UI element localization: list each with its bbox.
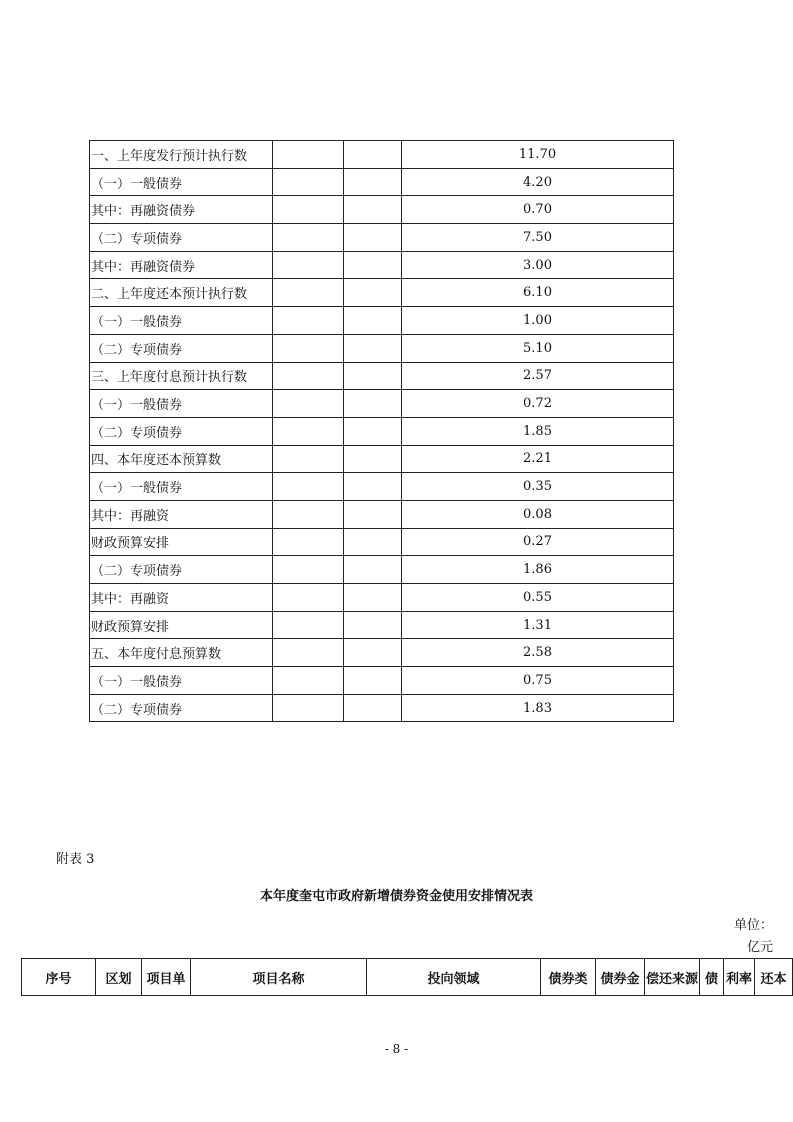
row-label: （一）一般债券 xyxy=(90,390,273,418)
unit-value: 亿元 xyxy=(746,940,773,955)
empty-cell xyxy=(273,611,344,639)
row-label: 三、上年度付息预计执行数 xyxy=(90,362,273,390)
row-label: 五、本年度付息预算数 xyxy=(90,639,273,667)
table-row xyxy=(90,251,674,279)
empty-cell xyxy=(273,141,344,169)
empty-cell xyxy=(344,417,402,445)
empty-cell xyxy=(344,694,402,722)
row-label: （一）一般债券 xyxy=(90,473,273,501)
empty-cell xyxy=(344,473,402,501)
table-row xyxy=(90,224,674,252)
empty-cell xyxy=(344,445,402,473)
row-label: 其中：再融资债券 xyxy=(90,196,273,224)
column-header: 投向领域 xyxy=(367,959,541,996)
empty-cell xyxy=(273,196,344,224)
empty-cell xyxy=(344,390,402,418)
empty-cell xyxy=(273,473,344,501)
row-value: 2.57 xyxy=(402,362,674,390)
empty-cell xyxy=(273,417,344,445)
empty-cell xyxy=(344,334,402,362)
empty-cell xyxy=(273,694,344,722)
empty-cell xyxy=(344,279,402,307)
row-label: 四、本年度还本预算数 xyxy=(90,445,273,473)
appendix-label: 附表 3 xyxy=(56,852,95,867)
empty-cell xyxy=(273,528,344,556)
row-value: 6.10 xyxy=(402,279,674,307)
empty-cell xyxy=(344,307,402,335)
table-row xyxy=(90,473,674,501)
table-row xyxy=(90,417,674,445)
empty-cell xyxy=(344,196,402,224)
empty-cell xyxy=(344,168,402,196)
empty-cell xyxy=(344,639,402,667)
row-value: 2.21 xyxy=(402,445,674,473)
row-label: （一）一般债券 xyxy=(90,667,273,695)
unit-label: 单位： xyxy=(733,918,773,933)
table-row xyxy=(90,500,674,528)
row-value: 0.35 xyxy=(402,473,674,501)
table-row xyxy=(90,390,674,418)
empty-cell xyxy=(273,445,344,473)
column-header: 债券金 xyxy=(596,959,645,996)
row-value: 11.70 xyxy=(402,141,674,169)
column-header: 项目名称 xyxy=(191,959,367,996)
empty-cell xyxy=(344,584,402,612)
empty-cell xyxy=(273,556,344,584)
empty-cell xyxy=(273,251,344,279)
table-row xyxy=(90,556,674,584)
table-row xyxy=(90,584,674,612)
empty-cell xyxy=(273,168,344,196)
row-label: （二）专项债券 xyxy=(90,417,273,445)
bond-usage-table xyxy=(21,958,793,996)
empty-cell xyxy=(273,279,344,307)
row-label: （一）一般债券 xyxy=(90,168,273,196)
row-label: 财政预算安排 xyxy=(90,528,273,556)
empty-cell xyxy=(273,390,344,418)
empty-cell xyxy=(344,224,402,252)
empty-cell xyxy=(273,667,344,695)
row-value: 5.10 xyxy=(402,334,674,362)
empty-cell xyxy=(273,500,344,528)
empty-cell xyxy=(344,251,402,279)
empty-cell xyxy=(273,362,344,390)
empty-cell xyxy=(273,639,344,667)
row-value: 3.00 xyxy=(402,251,674,279)
row-value: 1.31 xyxy=(402,611,674,639)
empty-cell xyxy=(344,141,402,169)
row-value: 1.00 xyxy=(402,307,674,335)
row-value: 1.83 xyxy=(402,694,674,722)
row-value: 4.20 xyxy=(402,168,674,196)
table-row xyxy=(90,334,674,362)
column-header: 利率 xyxy=(724,959,755,996)
empty-cell xyxy=(344,500,402,528)
row-value: 1.85 xyxy=(402,417,674,445)
empty-cell xyxy=(273,334,344,362)
empty-cell xyxy=(344,362,402,390)
row-label: （二）专项债券 xyxy=(90,224,273,252)
table-row xyxy=(90,445,674,473)
table-row xyxy=(90,694,674,722)
row-value: 0.08 xyxy=(402,500,674,528)
table-row xyxy=(90,141,674,169)
table-row xyxy=(90,279,674,307)
table-row xyxy=(90,639,674,667)
table-header-row xyxy=(22,959,793,996)
table-row xyxy=(90,307,674,335)
table-row xyxy=(90,611,674,639)
column-header: 区划 xyxy=(96,959,142,996)
table2-title: 本年度奎屯市政府新增债券资金使用安排情况表 xyxy=(259,889,533,904)
row-value: 0.72 xyxy=(402,390,674,418)
row-label: 二、上年度还本预计执行数 xyxy=(90,279,273,307)
row-label: 其中：再融资 xyxy=(90,584,273,612)
row-label: 一、上年度发行预计执行数 xyxy=(90,141,273,169)
row-label: 其中：再融资债券 xyxy=(90,251,273,279)
page-number: - 8 - xyxy=(384,1042,409,1056)
column-header: 序号 xyxy=(22,959,96,996)
table-row xyxy=(90,168,674,196)
row-value: 7.50 xyxy=(402,224,674,252)
row-label: （二）专项债券 xyxy=(90,556,273,584)
table-row xyxy=(90,362,674,390)
row-label: 其中：再融资 xyxy=(90,500,273,528)
column-header: 债券类 xyxy=(541,959,596,996)
row-value: 0.75 xyxy=(402,667,674,695)
row-label: （二）专项债券 xyxy=(90,334,273,362)
row-label: （二）专项债券 xyxy=(90,694,273,722)
empty-cell xyxy=(344,667,402,695)
empty-cell xyxy=(344,611,402,639)
row-label: （一）一般债券 xyxy=(90,307,273,335)
table-row xyxy=(90,196,674,224)
empty-cell xyxy=(273,307,344,335)
row-value: 0.70 xyxy=(402,196,674,224)
row-label: 财政预算安排 xyxy=(90,611,273,639)
row-value: 2.58 xyxy=(402,639,674,667)
empty-cell xyxy=(273,224,344,252)
row-value: 1.86 xyxy=(402,556,674,584)
empty-cell xyxy=(344,528,402,556)
row-value: 0.27 xyxy=(402,528,674,556)
table-row xyxy=(90,667,674,695)
row-value: 0.55 xyxy=(402,584,674,612)
column-header: 偿还来源 xyxy=(645,959,700,996)
column-header: 债 xyxy=(700,959,724,996)
debt-summary-table xyxy=(89,140,674,722)
column-header: 项目单 xyxy=(142,959,191,996)
table-row xyxy=(90,528,674,556)
empty-cell xyxy=(344,556,402,584)
column-header: 还本 xyxy=(755,959,793,996)
empty-cell xyxy=(273,584,344,612)
